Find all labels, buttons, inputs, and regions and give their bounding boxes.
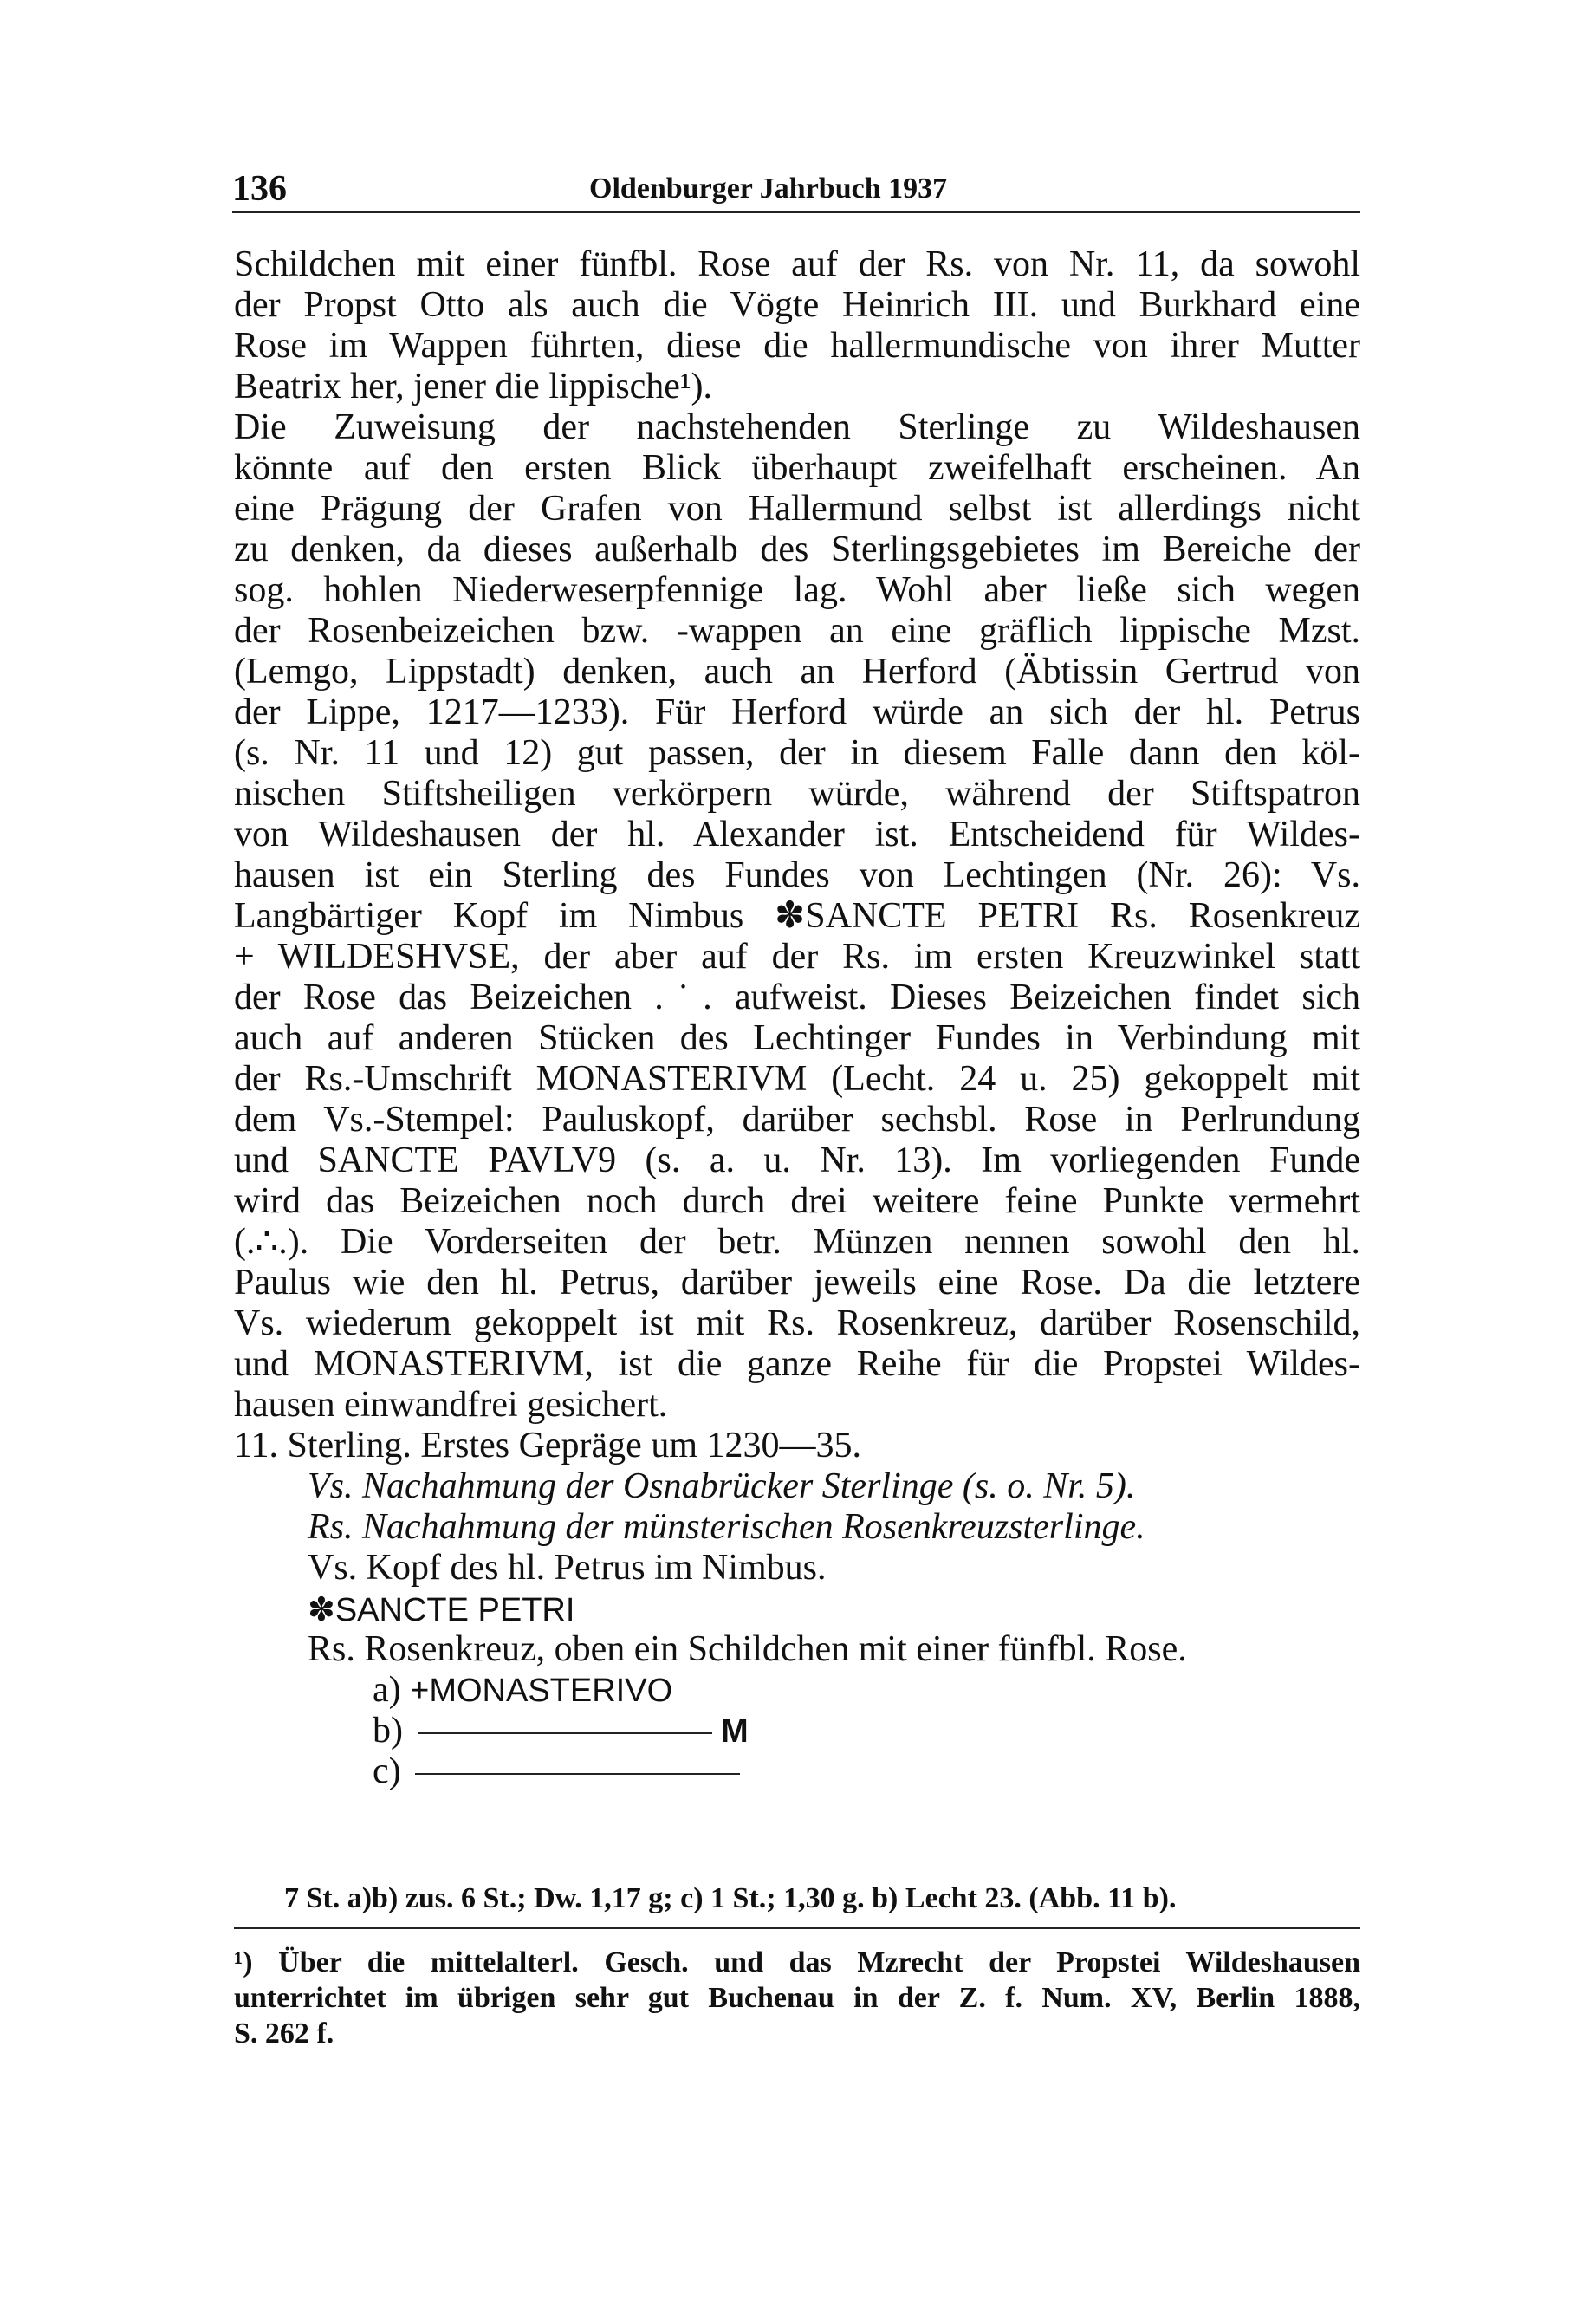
entry-heading: 11. Sterling. Erstes Gepräge um 1230—35. bbox=[234, 1426, 861, 1465]
running-head: Oldenburger Jahrbuch 1937 bbox=[589, 172, 948, 205]
ditto-rule bbox=[415, 1773, 740, 1775]
variant-b bbox=[373, 1711, 1360, 1752]
body-line: eine Prägung der Grafen von Hallermund selbst ist allerdings nicht bbox=[234, 489, 1360, 529]
body-line: Vs. wiederum gekoppelt ist mit Rs. Rosenkreuz, darüber Rosenschild, bbox=[234, 1303, 1360, 1343]
body-line: nischen Stiftsheiligen verkörpern würde, während der Stiftspatron bbox=[234, 774, 1360, 814]
body-line: wird das Beizeichen noch durch drei weitere feine Punkte vermehrt bbox=[234, 1181, 1360, 1221]
page-number: 136 bbox=[232, 169, 287, 209]
variant-legend: +MONASTERIVO bbox=[410, 1673, 673, 1709]
body-line: und SANCTE PAVLV9 (s. a. u. Nr. 13). Im vorliegenden Funde bbox=[234, 1140, 1360, 1180]
variant-label: b) bbox=[373, 1711, 403, 1751]
body-line: und MONASTERIVM, ist die ganze Reihe für die Propstei Wildes- bbox=[234, 1344, 1360, 1384]
entry-rs-description: Rs. Rosenkreuz, oben ein Schildchen mit einer fünfbl. Rose. bbox=[308, 1629, 1187, 1669]
variant-label: a) bbox=[373, 1670, 401, 1710]
body-line: Die Zuweisung der nachstehenden Sterlinge zu Wildeshausen bbox=[234, 407, 1360, 447]
entry-vs-description: Vs. Kopf des hl. Petrus im Nimbus. bbox=[308, 1548, 827, 1588]
body-line: der Propst Otto als auch die Vögte Heinrich III. und Burkhard eine bbox=[234, 285, 1360, 325]
body-line: Paulus wie den hl. Petrus, darüber jeweils eine Rose. Da die letztere bbox=[234, 1263, 1360, 1303]
footnote bbox=[234, 1945, 1360, 2051]
body-line: der Rs.-Umschrift MONASTERIVM (Lecht. 24 u. 25) gekoppelt mit bbox=[234, 1059, 1360, 1099]
body-line: sog. hohlen Niederweserpfennige lag. Wohl aber ließe sich wegen bbox=[234, 570, 1360, 610]
footnote-line: unterrichtet im übrigen sehr gut Buchenau in der Z. f. Num. XV, Berlin 1888, bbox=[234, 1982, 1360, 2014]
variant-legend: M bbox=[721, 1713, 749, 1750]
footnote-line: S. 262 f. bbox=[234, 2017, 334, 2050]
body-line: dem Vs.-Stempel: Pauluskopf, darüber sechsbl. Rose in Perlrundung bbox=[234, 1100, 1360, 1140]
footnote-rule bbox=[234, 1927, 1360, 1929]
body-line: der Lippe, 1217—1233). Für Herford würde an sich der hl. Petrus bbox=[234, 692, 1360, 732]
body-line: könnte auf den ersten Blick überhaupt zweifelhaft erscheinen. An bbox=[234, 448, 1360, 488]
body-line: von Wildeshausen der hl. Alexander ist. Entscheidend für Wildes- bbox=[234, 815, 1360, 854]
body-line: Langbärtiger Kopf im Nimbus ✽SANCTE PETRI Rs. Rosenkreuz bbox=[234, 896, 1360, 936]
footnote-line: ¹) Über die mittelalterl. Gesch. und das Mzrecht der Propstei Wildeshausen bbox=[234, 1946, 1360, 1978]
entry-vs-note: Vs. Nachahmung der Osnabrücker Sterlinge (s. o. Nr. 5). bbox=[308, 1466, 1136, 1506]
entry-rs-note: Rs. Nachahmung der münsterischen Rosenkreuzsterlinge. bbox=[308, 1507, 1145, 1547]
page-header bbox=[232, 166, 1360, 213]
variant-a bbox=[373, 1670, 1360, 1712]
body-line: (.∴.). Die Vorderseiten der betr. Münzen nennen sowohl den hl. bbox=[234, 1222, 1360, 1262]
body-line: (Lemgo, Lippstadt) denken, auch an Herford (Äbtissin Gertrud von bbox=[234, 652, 1360, 692]
entry-vs-legend: ✽SANCTE PETRI bbox=[308, 1592, 575, 1628]
body-line: der Rosenbeizeichen bzw. -wappen an eine gräflich lippische Mzst. bbox=[234, 611, 1360, 651]
body-text bbox=[234, 244, 1360, 1426]
body-line: zu denken, da dieses außerhalb des Sterlingsgebietes im Bereiche der bbox=[234, 530, 1360, 569]
body-line: Schildchen mit einer fünfbl. Rose auf der Rs. von Nr. 11, da sowohl bbox=[234, 244, 1360, 284]
body-line: Rose im Wappen führten, diese die hallermundische von ihrer Mutter bbox=[234, 326, 1360, 366]
body-line: hausen ist ein Sterling des Fundes von Lechtingen (Nr. 26): Vs. bbox=[234, 855, 1360, 895]
body-line: hausen einwandfrei gesichert. bbox=[234, 1385, 668, 1425]
body-line: + WILDESHVSE, der aber auf der Rs. im ersten Kreuzwinkel statt bbox=[234, 937, 1360, 977]
body-line: Beatrix her, jener die lippische¹). bbox=[234, 367, 713, 406]
variant-c bbox=[373, 1751, 1360, 1792]
variant-label: c) bbox=[373, 1751, 401, 1791]
body-line: der Rose das Beizeichen .˙. aufweist. Dieses Beizeichen findet sich bbox=[234, 978, 1360, 1017]
ditto-rule bbox=[418, 1732, 712, 1734]
body-line: auch auf anderen Stücken des Lechtinger Fundes in Verbindung mit bbox=[234, 1018, 1360, 1058]
holdings-summary: 7 St. a)b) zus. 6 St.; Dw. 1,17 g; c) 1 St.; 1,30 g. b) Lecht 23. (Abb. 11 b). bbox=[284, 1882, 1177, 1914]
body-line: (s. Nr. 11 und 12) gut passen, der in diesem Falle dann den köl- bbox=[234, 733, 1360, 773]
